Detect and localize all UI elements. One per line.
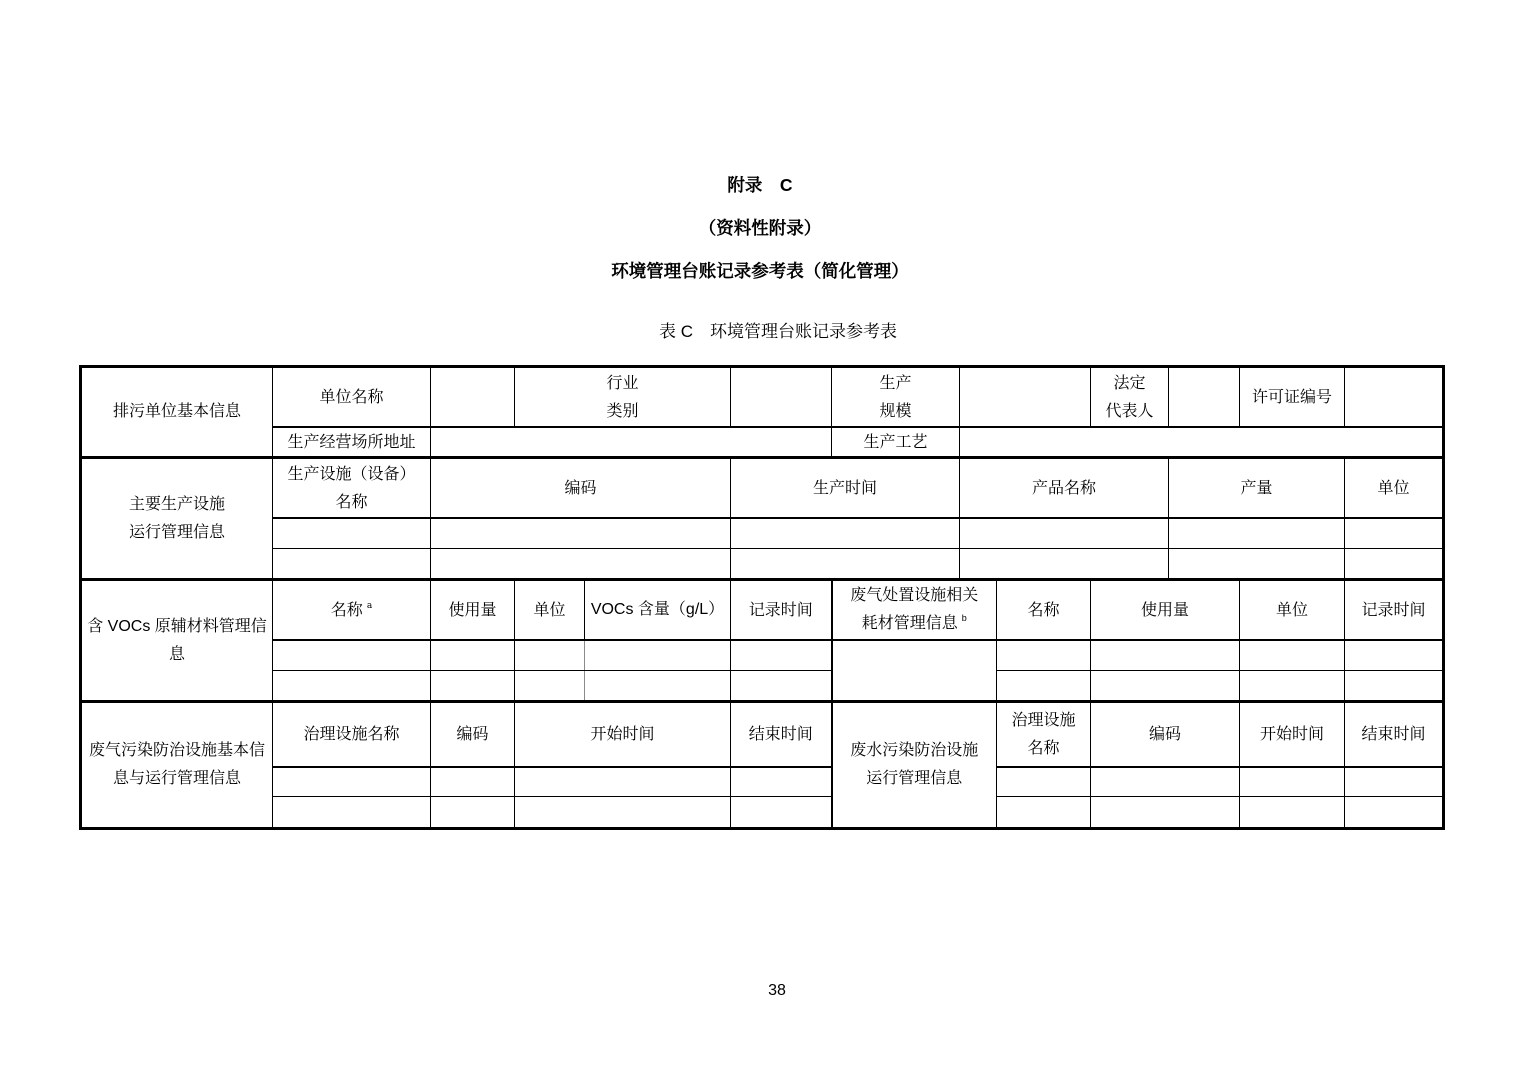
vocs-data-row (81, 640, 1444, 671)
blank-cell (273, 549, 431, 580)
blank-cell (431, 640, 515, 671)
label-line: 息 (168, 645, 185, 663)
blank-cell (1240, 797, 1345, 829)
footnote-marker: a (366, 601, 373, 612)
blank-cell (1345, 797, 1444, 829)
vocs-usage-header: 使用量 (431, 580, 515, 640)
legal-representative-value-cell (1169, 367, 1240, 427)
unit-header: 单位 (1345, 458, 1444, 518)
blank-cell (960, 518, 1169, 549)
blank-cell (960, 549, 1169, 580)
production-scale-value-cell (960, 367, 1091, 427)
blank-cell (731, 640, 832, 671)
consumables-name-header: 名称 (997, 580, 1091, 640)
consumables-usage-header: 使用量 (1091, 580, 1240, 640)
blank-cell (731, 797, 832, 829)
table-body (81, 367, 1444, 829)
blank-cell (1091, 797, 1240, 829)
blank-cell (731, 767, 832, 797)
production-scale-label (832, 367, 960, 427)
blank-cell (1345, 518, 1444, 549)
label-line: 代表人 (1105, 400, 1154, 420)
waste-gas-end-time-header: 结束时间 (731, 702, 832, 767)
industry-category-value-cell (731, 367, 832, 427)
waste-gas-facility-name-header: 治理设施名称 (273, 702, 431, 767)
label-line: 生产 (879, 372, 912, 392)
industry-category-label (515, 367, 731, 427)
wastewater-facility-name-header (997, 702, 1091, 767)
header-text: 名称 (330, 599, 363, 619)
code-header: 编码 (431, 458, 731, 518)
blank-cell (431, 767, 515, 797)
facilities-header-row (81, 702, 1444, 767)
label-line: 含 VOCs 原辅材料管理信 (87, 617, 267, 635)
blank-cell (1345, 767, 1444, 797)
label-line: 废水污染防治设施 (850, 742, 979, 759)
appendix-title: 附录 C (727, 175, 793, 195)
blank-cell (431, 549, 731, 580)
blank-cell (1345, 640, 1444, 671)
vocs-unit-header: 单位 (515, 580, 585, 640)
permit-number-value-cell (1345, 367, 1444, 427)
vocs-content-header: VOCs 含量（g/L） (585, 580, 731, 640)
label-line: 行业 (606, 372, 639, 392)
vocs-materials-section-label (81, 580, 273, 702)
blank-cell (585, 640, 731, 671)
label-line: 主要生产设施 (128, 495, 225, 513)
basic-info-section-label: 排污单位基本信息 (81, 367, 273, 458)
unit-name-value-cell (431, 367, 515, 427)
blank-cell (1169, 549, 1345, 580)
blank-cell (997, 767, 1091, 797)
output-header: 产量 (1169, 458, 1345, 518)
facility-name-header (273, 458, 431, 518)
label-line: 废气处置设施相关 (850, 586, 979, 604)
blank-cell (1345, 671, 1444, 702)
basic-info-row (81, 427, 1444, 458)
blank-cell (731, 549, 960, 580)
production-header-row (81, 458, 1444, 518)
blank-cell (1345, 549, 1444, 580)
label-line: 名称 (335, 491, 368, 511)
production-facilities-section-label (81, 458, 273, 580)
vocs-record-time-header: 记录时间 (731, 580, 832, 640)
blank-cell (273, 767, 431, 797)
label-line: 规模 (879, 400, 912, 420)
blank-cell (1240, 767, 1345, 797)
blank-cell (431, 671, 515, 702)
wastewater-code-header: 编码 (1091, 702, 1240, 767)
vocs-header-row (81, 580, 1444, 640)
blank-cell (273, 671, 431, 702)
production-data-row (81, 549, 1444, 580)
page-number: 38 (768, 982, 786, 999)
blank-cell (515, 671, 585, 702)
label-line: 法定 (1113, 372, 1146, 392)
facilities-data-row (81, 767, 1444, 797)
blank-cell (431, 518, 731, 549)
blank-cell (431, 797, 515, 829)
label-text: 耗材管理信息 (861, 614, 958, 632)
product-name-header: 产品名称 (960, 458, 1169, 518)
facilities-data-row (81, 797, 1444, 829)
consumables-merged-blank-cell (832, 640, 997, 702)
footnote-marker: b (961, 613, 967, 624)
blank-cell (273, 640, 431, 671)
wastewater-section-label (832, 702, 997, 829)
document-heading: 环境管理台账记录参考表（简化管理） (611, 261, 909, 281)
table-caption: 表 C 环境管理台账记录参考表 (659, 322, 897, 341)
blank-cell (997, 671, 1091, 702)
label-line: 名称 (1027, 738, 1060, 758)
label-line: 运行管理信息 (866, 770, 963, 787)
permit-number-label: 许可证编号 (1240, 367, 1345, 427)
consumables-record-time-header: 记录时间 (1345, 580, 1444, 640)
consumables-section-label (832, 580, 997, 640)
blank-cell (997, 640, 1091, 671)
site-address-label: 生产经营场所地址 (273, 427, 431, 458)
blank-cell (1091, 671, 1240, 702)
blank-cell (515, 767, 731, 797)
production-process-label: 生产工艺 (832, 427, 960, 458)
blank-cell (515, 797, 731, 829)
label-line: 治理设施 (1011, 710, 1076, 730)
waste-gas-section-label (81, 702, 273, 829)
vocs-data-row (81, 671, 1444, 702)
appendix-type: （资料性附录） (698, 218, 822, 238)
label-line: 运行管理信息 (128, 523, 225, 541)
label-line: 息与运行管理信息 (112, 770, 241, 787)
label-line: 废气污染防治设施基本信 (88, 742, 265, 759)
label-line (833, 610, 997, 638)
vocs-name-header (273, 580, 431, 640)
blank-cell (731, 518, 960, 549)
blank-cell (1169, 518, 1345, 549)
blank-cell (1240, 671, 1345, 702)
blank-cell (1091, 767, 1240, 797)
unit-name-label: 单位名称 (273, 367, 431, 427)
blank-cell (273, 518, 431, 549)
legal-representative-label (1091, 367, 1169, 427)
ledger-reference-table (79, 365, 1445, 830)
production-time-header: 生产时间 (731, 458, 960, 518)
wastewater-end-time-header: 结束时间 (1345, 702, 1444, 767)
blank-cell (585, 671, 731, 702)
blank-cell (1240, 640, 1345, 671)
blank-cell (515, 640, 585, 671)
basic-info-row (81, 367, 1444, 427)
production-data-row (81, 518, 1444, 549)
waste-gas-code-header: 编码 (431, 702, 515, 767)
consumables-unit-header: 单位 (1240, 580, 1345, 640)
site-address-value-cell (431, 427, 832, 458)
waste-gas-start-time-header: 开始时间 (515, 702, 731, 767)
blank-cell (731, 671, 832, 702)
blank-cell (1091, 640, 1240, 671)
production-process-value-cell (960, 427, 1444, 458)
blank-cell (273, 797, 431, 829)
blank-cell (997, 797, 1091, 829)
wastewater-start-time-header: 开始时间 (1240, 702, 1345, 767)
label-line: 生产设施（设备） (287, 463, 416, 483)
label-line: 类别 (606, 400, 639, 420)
